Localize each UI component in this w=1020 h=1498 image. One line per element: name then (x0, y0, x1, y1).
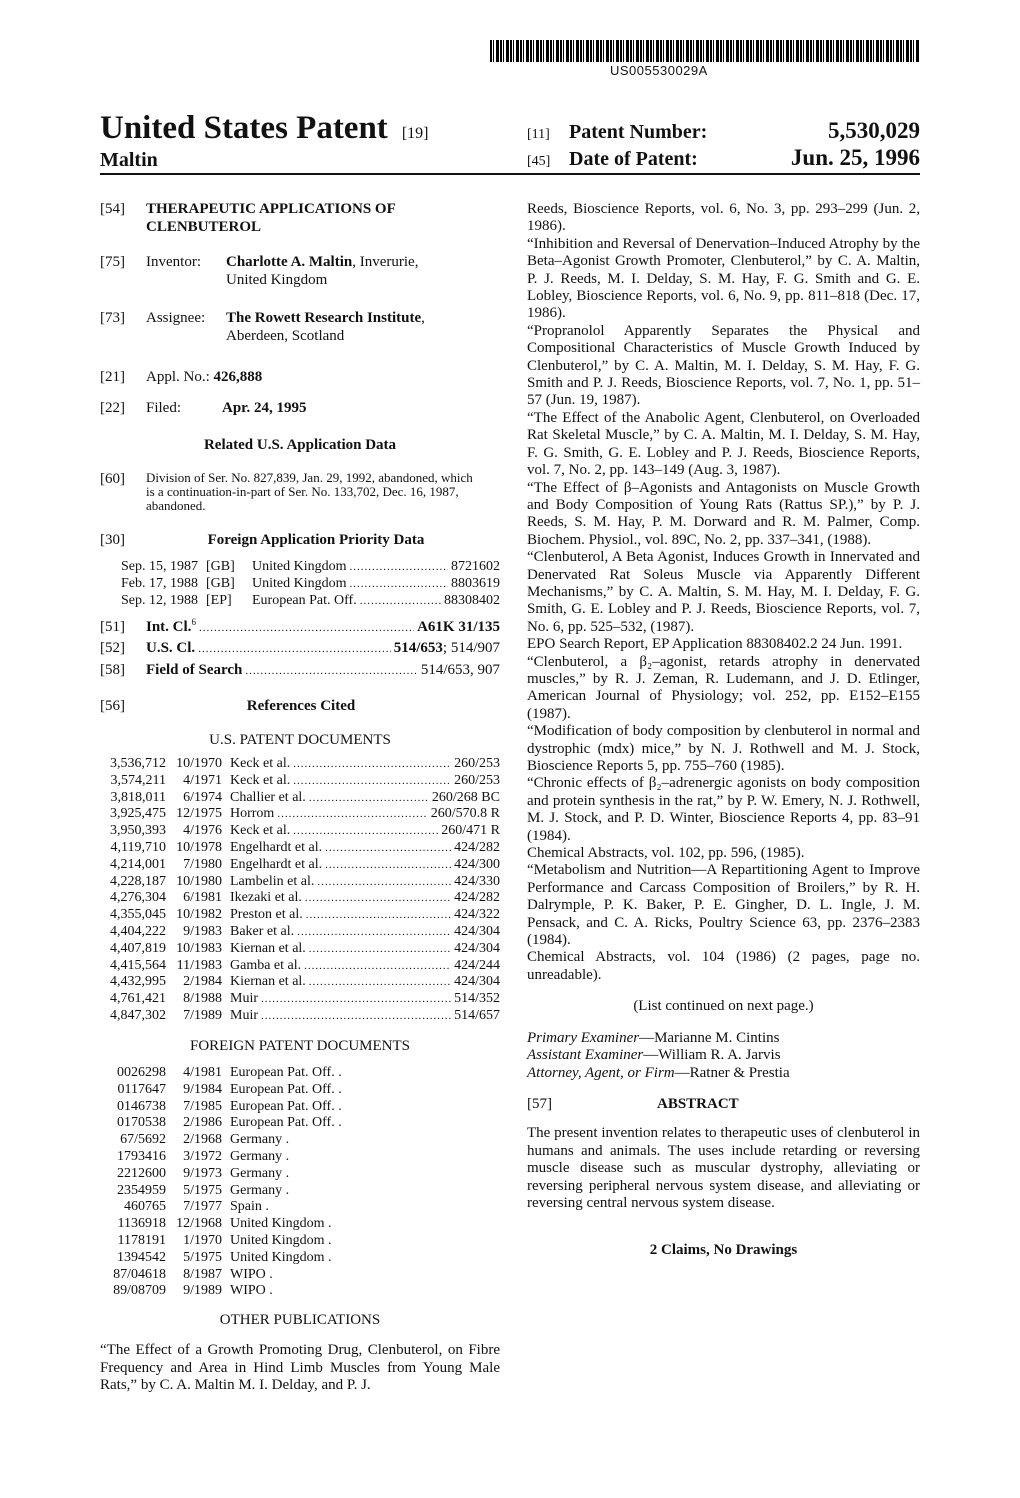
priority-country: [GB] (206, 575, 235, 591)
patent-class: 260/471 R (441, 823, 500, 839)
table-row (88, 1149, 488, 1166)
patentee: Gamba et al. (230, 957, 302, 973)
patent-date: 1/1970 (183, 1232, 222, 1248)
document-title (100, 110, 428, 152)
patent-number: 460765 (124, 1199, 166, 1215)
us-cl-primary: 514/653 (393, 640, 443, 656)
country: WIPO . (230, 1266, 273, 1282)
table-row (88, 991, 500, 1008)
abstract-heading (527, 1096, 920, 1113)
priority-number: 8803619 (451, 575, 500, 591)
reference-entry: “Clenbuterol, a β₂–agonist, retards atrophy in denervated muscles,” by R. J. Zeman, R. Ludemann, and J. D. Etlinger, American Journal of Physiology; vol. 252, pp. E152–E155 (1987). (527, 653, 920, 722)
patent-date: 9/1983 (183, 923, 222, 939)
reference-entry: “Modification of body composition by clenbuterol in normal and dystrophic (mdx) mice,” by N. J. Rothwell and M. J. Stock, Bioscience Reports 5, pp. 755–760 (1985). (527, 723, 920, 774)
table-row (88, 1183, 488, 1200)
value: —William R. A. Jarvis (643, 1047, 781, 1064)
title-code: [19] (401, 125, 429, 142)
patent-class: 260/268 BC (431, 789, 500, 805)
division-text: Division of Ser. No. 827,839, Jan. 29, 1992, abandoned, which is a continuation-in-part of Ser. No. 133,702, Dec. 16, 1987, abandoned. (146, 470, 473, 513)
table-row (88, 840, 500, 857)
label: U.S. Cl. (146, 640, 196, 656)
patent-title: THERAPEUTIC APPLICATIONS OF CLENBUTEROL (146, 201, 396, 235)
country: European Pat. Off. . (230, 1065, 342, 1080)
dot-leader (309, 941, 451, 958)
label (146, 619, 196, 637)
priority-office: United Kingdom (252, 559, 347, 574)
patent-date: 5/1975 (183, 1182, 222, 1198)
code: [21] (100, 369, 125, 385)
priority-list (100, 559, 500, 609)
patentee: Kiernan et al. (230, 974, 306, 990)
priority-country: [EP] (206, 592, 232, 608)
dot-leader (305, 890, 451, 907)
dot-leader (293, 756, 451, 773)
priority-number: 8721602 (451, 559, 500, 574)
patent-date: 4/1981 (183, 1065, 222, 1080)
patent-number: 2212600 (117, 1165, 166, 1181)
patent-date: 12/1968 (176, 1216, 222, 1232)
assignee-location: , Aberdeen, Scotland (226, 310, 425, 344)
code: [54] (100, 201, 125, 217)
reference-entry: “Chronic effects of β₂–adrenergic agonists on body composition and protein synthesis in the rat,” by P. W. Emery, N. J. Rothwell, M. J. Stock, and P. D. Winter, Bioscience Reports 4, pp. 83–91 (1984). (527, 775, 920, 844)
dot-leader (317, 874, 451, 891)
label-text: Int. Cl. (146, 619, 192, 635)
barcode (490, 40, 920, 62)
reference-entry: Reeds, Bioscience Reports, vol. 6, No. 3, pp. 293–299 (Jun. 2, 1986). (527, 201, 920, 235)
patent-number: 3,574,211 (110, 772, 166, 788)
table-row (88, 1099, 488, 1116)
primary-examiner (527, 1030, 920, 1047)
patent-number: 3,536,712 (110, 756, 166, 771)
patent-date: 7/1985 (183, 1098, 222, 1114)
claims-summary: 2 Claims, No Drawings (649, 1242, 798, 1259)
label: Attorney, Agent, or Firm (527, 1064, 675, 1081)
patentee: Engelhardt et al. (230, 856, 323, 872)
other-publications-heading: OTHER PUBLICATIONS (219, 1312, 381, 1328)
patent-number: 87/04618 (113, 1266, 166, 1282)
reference-entry: Chemical Abstracts, vol. 102, pp. 596, (1985). (527, 845, 805, 862)
patent-date: 7/1977 (183, 1199, 222, 1215)
priority-office: United Kingdom (252, 575, 347, 591)
table-row (88, 924, 500, 941)
patentee: Engelhardt et al. (230, 839, 323, 855)
code: [11] (527, 127, 550, 142)
dot-leader (350, 576, 449, 593)
patent-number: 4,761,421 (110, 991, 166, 1007)
table-row (88, 974, 500, 991)
foreign-docs-heading: FOREIGN PATENT DOCUMENTS (189, 1038, 411, 1054)
table-row (88, 790, 500, 807)
reference-entry: “The Effect of the Anabolic Agent, Clenbuterol, on Overloaded Rat Skeletal Muscle,” by C. A. Maltin, M. I. Delday, S. M. Hay, F. G. Smith, G. E. Lobley and P. J. Reeds, Bioscience Reports, vol. 7, No. 2, pp. 143–149 (Aug. 3, 1987). (527, 409, 920, 479)
country: European Pat. Off. . (230, 1115, 342, 1131)
patent-date: 12/1975 (176, 806, 222, 822)
field-52 (100, 640, 500, 659)
dot-leader (325, 840, 451, 857)
table-row (88, 1233, 488, 1250)
dot-leader (261, 1008, 451, 1025)
code: [52] (100, 640, 125, 656)
patent-number: 0117647 (117, 1081, 166, 1097)
references-heading: References Cited (246, 698, 356, 714)
reference-entry: “Clenbuterol, A Beta Agonist, Induces Growth in Innervated and Denervated Rat Soleus Muscle via Apparently Different Mechanisms,” by C. A. Maltin, S. M. Hay, M. I. Delday, F. G. Smith, G. E. Lobley and P. J. Reeds, Bioscience Reports, vol. 7, No. 6, pp. 525–532, (1987). (527, 549, 920, 635)
patent-number: 4,404,222 (110, 923, 166, 939)
patent-number-line (527, 118, 920, 143)
patentee: Keck et al. (230, 772, 291, 788)
patentee: Muir (230, 991, 258, 1007)
patent-number: 4,415,564 (110, 957, 166, 973)
country: Spain . (230, 1199, 269, 1215)
patent-date: Jun. 25, 1996 (790, 145, 920, 170)
patent-date: 10/1982 (176, 907, 222, 923)
inventor-location: , Inverurie, United Kingdom (226, 254, 419, 288)
dot-leader (293, 823, 438, 840)
label: Assistant Examiner (527, 1047, 644, 1064)
heading: ABSTRACT (657, 1095, 739, 1112)
table-row (88, 958, 500, 975)
field-51 (100, 619, 500, 638)
patent-number: 1793416 (117, 1148, 166, 1164)
table-row (88, 806, 500, 823)
value: —Marianne M. Cintins (639, 1029, 780, 1046)
code: [22] (100, 400, 125, 416)
patent-class: 514/657 (454, 1007, 500, 1023)
patentee: Challier et al. (230, 789, 306, 805)
patent-number: 89/08709 (113, 1283, 166, 1299)
patent-class: 424/330 (454, 873, 500, 889)
patentee: Kiernan et al. (230, 940, 306, 956)
references-list (527, 201, 920, 984)
table-row (88, 890, 500, 907)
patent-number: 4,355,045 (110, 907, 166, 923)
table-row (88, 907, 500, 924)
patent-number: 3,818,011 (110, 789, 166, 805)
field-54 (100, 201, 500, 236)
patent-date: 4/1971 (183, 772, 222, 788)
patent-number: 4,276,304 (110, 890, 166, 906)
table-row (88, 1132, 488, 1149)
priority-number: 88308402 (444, 592, 500, 608)
patentee: Lambelin et al. (230, 873, 315, 889)
code: [75] (100, 254, 125, 270)
right-column (527, 201, 920, 1260)
patentee: Keck et al. (230, 756, 291, 771)
reference-entry: Chemical Abstracts, vol. 104 (1986) (2 pages, page no. unreadable). (527, 949, 920, 983)
code: [60] (100, 471, 125, 487)
field-58 (100, 662, 500, 681)
reference-entry: “Inhibition and Reversal of Denervation–Induced Atrophy by the Beta–Agonist Growth Promoter, Clenbuterol,” by C. A. Maltin, P. J. Reeds, M. I. Delday, S. M. Hay, F. G. Smith and G. E. Lobley, Bioscience Reports, vol. 6, No. 9, pp. 811–818 (Dec. 17, 1986). (527, 235, 920, 322)
patent-class: 424/304 (454, 923, 500, 939)
field-of-search: 514/653, 907 (420, 662, 500, 678)
country: European Pat. Off. . (230, 1098, 342, 1114)
us-cl-secondary: ; 514/907 (442, 640, 500, 656)
filed-date: Apr. 24, 1995 (222, 400, 307, 416)
patent-number: 0170538 (117, 1115, 166, 1131)
assistant-examiner (527, 1047, 920, 1064)
patent-date: 10/1978 (176, 839, 222, 855)
patent-date: 10/1970 (176, 756, 222, 771)
patent-date: 6/1974 (183, 789, 222, 805)
assignee-name: The Rowett Research Institute (226, 310, 422, 326)
table-row (88, 1082, 488, 1099)
table-row (88, 1267, 488, 1284)
patent-number: 4,228,187 (110, 873, 166, 889)
field-30 (100, 532, 500, 550)
reference-entry: “Propranolol Apparently Separates the Physical and Compositional Characteristics of Muscle Growth Induced by Clenbuterol,” by C. A. Maltin, M. I. Delday, S. M. Hay, F. G. Smith and P. J. Reeds, Bioscience Reports, vol. 7, No. 1, pp. 51–57 (Jun. 19, 1987). (527, 322, 920, 409)
patent-number: 4,407,819 (110, 940, 166, 956)
dot-leader (277, 806, 427, 823)
field-75 (100, 254, 500, 289)
code: [45] (527, 154, 551, 169)
patent-class: 260/253 (454, 756, 500, 771)
code: [56] (100, 698, 125, 714)
patent-date: 8/1988 (183, 991, 222, 1007)
dot-leader (261, 991, 451, 1008)
dot-leader (325, 857, 451, 874)
dot-leader (297, 924, 451, 941)
patent-date: 6/1981 (183, 890, 222, 906)
header-divider (100, 173, 920, 175)
patent-date: 10/1980 (176, 873, 222, 889)
table-row (88, 1115, 488, 1132)
table-row (88, 1250, 488, 1267)
patent-date: 4/1976 (183, 823, 222, 839)
related-heading: Related U.S. Application Data (203, 437, 397, 453)
priority-row (100, 576, 500, 593)
country: Germany . (230, 1132, 290, 1148)
table-row (88, 773, 500, 790)
other-publication: “The Effect of a Growth Promoting Drug, Clenbuterol, on Fibre Frequency and Area in Hind Limb Muscles from Young Male Rats,” by C. A. Maltin M. I. Delday, and P. J. (100, 1342, 500, 1393)
patent-class: 424/300 (454, 856, 500, 872)
dot-leader (360, 593, 441, 610)
patent-date: 2/1986 (183, 1115, 222, 1131)
patent-number: 1394542 (117, 1249, 166, 1265)
patent-date: 11/1983 (176, 957, 222, 973)
foreign-docs-table (88, 1065, 488, 1300)
patent-number: 4,214,001 (110, 856, 166, 872)
value: —Ratner & Prestia (674, 1064, 790, 1081)
label: Field of Search (146, 662, 243, 678)
patent-number: 3,950,393 (110, 823, 166, 839)
country: United Kingdom . (230, 1216, 332, 1232)
patent-class: 260/253 (454, 772, 500, 788)
field-21 (100, 369, 500, 387)
field-56 (100, 698, 500, 716)
table-row (88, 823, 500, 840)
patent-class: 424/282 (454, 839, 500, 855)
patent-number: 1136918 (117, 1216, 166, 1232)
patent-number: 2354959 (117, 1182, 166, 1198)
inventor-surname: Maltin (100, 149, 158, 171)
patent-class: 424/304 (454, 940, 500, 956)
dot-leader (350, 559, 449, 576)
code: [57] (527, 1095, 552, 1112)
table-row (88, 1166, 488, 1183)
field-60 (100, 471, 500, 513)
patent-number: 3,925,475 (110, 806, 166, 822)
code: [73] (100, 310, 125, 326)
int-cl: A61K 31/135 (417, 619, 500, 635)
patentee: Horrom (230, 806, 275, 822)
code: [30] (100, 532, 125, 548)
patent-class: 260/570.8 R (430, 806, 500, 822)
patentee: Keck et al. (230, 823, 291, 839)
country: WIPO . (230, 1283, 273, 1299)
table-row (88, 756, 500, 773)
patent-date: 3/1972 (183, 1148, 222, 1164)
table-row (88, 1199, 488, 1216)
priority-date: Sep. 12, 1988 (121, 592, 198, 608)
country: United Kingdom . (230, 1249, 332, 1265)
label: Filed: (146, 400, 182, 416)
reference-entry: EPO Search Report, EP Application 88308402.2 24 Jun. 1991. (527, 636, 903, 653)
table-row (88, 857, 500, 874)
patent-date: 10/1983 (176, 940, 222, 956)
priority-row (100, 593, 500, 610)
patent-number: 0026298 (117, 1065, 166, 1080)
table-row (88, 1283, 488, 1300)
dot-leader (293, 773, 451, 790)
patent-date: 8/1987 (183, 1266, 222, 1282)
appl-no: 426,888 (213, 369, 263, 385)
patent-number: 4,432,995 (110, 974, 166, 990)
table-row (88, 1216, 488, 1233)
code: [51] (100, 619, 125, 635)
patentee: Preston et al. (230, 907, 303, 923)
patent-class: 514/352 (454, 991, 500, 1007)
patent-date: 2/1984 (183, 974, 222, 990)
patent-class: 424/244 (454, 957, 500, 973)
table-row (88, 1065, 488, 1082)
us-docs-table (88, 756, 500, 1025)
patentee: Baker et al. (230, 923, 295, 939)
table-row (88, 1008, 500, 1025)
country: Germany . (230, 1182, 290, 1198)
patent-number: 67/5692 (120, 1132, 166, 1148)
patentee: Muir (230, 1007, 258, 1023)
abstract-text: The present invention relates to therapeutic uses of clenbuterol in humans and animals. The uses include retarding or reversing muscle disease such as muscular dystrophy, alleviating or reversing peripheral nervous system disease, and alleviating or reversing central nervous system disease. (527, 1125, 920, 1211)
patent-class: 424/322 (454, 907, 500, 923)
patent-date: 7/1980 (183, 856, 222, 872)
label: Date of Patent: (569, 148, 698, 170)
patent-date: 2/1968 (183, 1132, 222, 1148)
dot-leader (304, 958, 451, 975)
dot-leader (309, 974, 451, 991)
country: United Kingdom . (230, 1232, 332, 1248)
patent-number: 0146738 (117, 1098, 166, 1114)
priority-heading: Foreign Application Priority Data (207, 532, 425, 548)
us-docs-heading: U.S. PATENT DOCUMENTS (209, 732, 391, 748)
priority-row (100, 559, 500, 576)
dot-leader (306, 907, 451, 924)
priority-country: [GB] (206, 559, 235, 574)
patentee: Ikezaki et al. (230, 890, 302, 906)
inventor-name: Charlotte A. Maltin (226, 254, 353, 270)
patent-date: 9/1989 (183, 1283, 222, 1299)
label: Patent Number: (569, 121, 708, 143)
attorney (527, 1065, 920, 1082)
barcode-text: US005530029A (610, 63, 708, 78)
field-73 (100, 310, 500, 345)
table-row (88, 874, 500, 891)
patent-number: 1178191 (117, 1232, 166, 1248)
patent-number: 4,119,710 (110, 839, 166, 855)
patent-date: 9/1973 (183, 1165, 222, 1181)
date-line (527, 145, 920, 170)
country: European Pat. Off. . (230, 1081, 342, 1097)
patent-date: 9/1984 (183, 1081, 222, 1097)
label: Appl. No.: (146, 369, 210, 385)
reference-entry: “The Effect of β–Agonists and Antagonists on Muscle Growth and Body Composition of Young Rats (Rattus SP.),” by P. J. Reeds, S. M. Hay, P. M. Dorward and R. M. Palmer, Comp. Biochem. Physiol., vol. 89C, No. 2, pp. 337–341, (1988). (527, 479, 920, 548)
priority-date: Feb. 17, 1988 (121, 575, 198, 591)
country: Germany . (230, 1165, 290, 1181)
priority-date: Sep. 15, 1987 (121, 559, 198, 574)
table-row (88, 941, 500, 958)
field-22 (100, 400, 500, 418)
patent-number: 5,530,029 (828, 118, 920, 143)
dot-leader (309, 790, 429, 807)
patent-class: 424/282 (454, 890, 500, 906)
patent-date: 7/1989 (183, 1007, 222, 1023)
list-continued: (List continued on next page.) (633, 998, 814, 1015)
label: Inventor: (146, 254, 201, 270)
patent-class: 424/304 (454, 974, 500, 990)
priority-office: European Pat. Off. (252, 592, 357, 608)
label: Primary Examiner (527, 1029, 640, 1046)
label: Assignee: (146, 310, 206, 326)
superscript: 6 (191, 617, 196, 627)
reference-entry: “Metabolism and Nutrition—A Repartitioning Agent to Improve Performance and Carcass Composition of Broilers,” by R. H. Dalrymple, P. K. Baker, P. E. Gingher, D. L. Ingle, J. M. Pensack, and C. A. Ricks, Poultry Science 63, pp. 2376–2383 (1984). (527, 862, 920, 949)
country: Germany . (230, 1148, 290, 1164)
patent-number: 4,847,302 (110, 1007, 166, 1023)
patent-date: 5/1975 (183, 1249, 222, 1265)
code: [58] (100, 662, 125, 678)
title-text: United States Patent (100, 110, 388, 146)
